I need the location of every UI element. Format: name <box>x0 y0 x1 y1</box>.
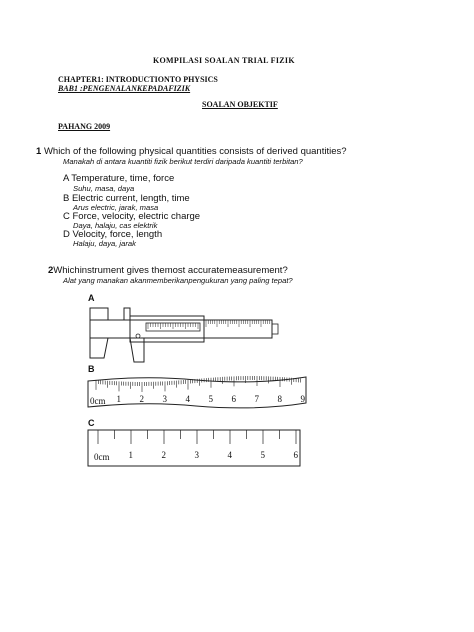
ruler-c-number: 6 <box>293 450 298 460</box>
chapter-heading-malay: BAB1 :PENGENALANKEPADAFIZIK <box>58 84 191 93</box>
ruler-c-number: 5 <box>260 450 265 460</box>
ruler-b-number: 2 <box>139 394 144 404</box>
ruler-c-zero-label: 0cm <box>94 452 110 462</box>
ruler-b-number: 9 <box>300 394 305 404</box>
question-1 <box>36 146 347 157</box>
ruler-b-figure <box>86 371 308 413</box>
ruler-c-number: 3 <box>194 450 199 460</box>
ruler-b-number: 7 <box>254 394 259 404</box>
figure-b-label: B <box>88 364 95 374</box>
option-c: C Force, velocity, electric charge <box>63 211 201 222</box>
question-2 <box>48 265 288 276</box>
figure-c-label: C <box>88 418 95 428</box>
ruler-b-number: 4 <box>185 394 190 404</box>
option-c-translation: Daya, halaju, cas elektrik <box>73 221 158 230</box>
option-a-translation: Suhu, masa, daya <box>73 184 135 193</box>
chapter-heading: CHAPTER1: INTRODUCTIONTO PHYSICS <box>58 75 218 84</box>
ruler-b-number: 5 <box>208 394 213 404</box>
vernier-caliper-figure <box>86 300 286 366</box>
ruler-b-number: 1 <box>116 394 121 404</box>
option-b-translation: Arus electric, jarak, masa <box>73 203 159 212</box>
question-1-translation: Manakah di antara kuantiti fizik berikut terdiri daripada kuantiti terbitan? <box>63 157 303 166</box>
ruler-c-number: 1 <box>128 450 133 460</box>
ruler-c-number: 4 <box>227 450 232 460</box>
question-text: Whichinstrument gives themost accuratemeasurement? <box>53 265 288 276</box>
ruler-b-number: 3 <box>162 394 167 404</box>
document-title: KOMPILASI SOALAN TRIAL FIZIK <box>153 56 295 65</box>
ruler-b-number: 6 <box>231 394 236 404</box>
option-a: A Temperature, time, force <box>63 173 175 184</box>
section-heading: SOALAN OBJEKTIF <box>202 100 278 109</box>
question-2-translation: Alat yang manakan akanmemberikanpengukuran yang paling tepat? <box>63 276 293 285</box>
option-d-translation: Halaju, daya, jarak <box>73 239 136 248</box>
ruler-c-figure <box>86 427 304 469</box>
question-text: Which of the following physical quantities consists of derived quantities? <box>43 146 347 157</box>
question-number: 1 <box>36 146 42 157</box>
figure-a-label: A <box>88 293 95 303</box>
ruler-b-zero-label: 0cm <box>90 396 106 406</box>
option-b: B Electric current, length, time <box>63 193 190 204</box>
question-number: 2 <box>48 265 54 276</box>
source-heading: PAHANG 2009 <box>58 122 111 131</box>
ruler-b-number: 8 <box>277 394 282 404</box>
ruler-c-number: 2 <box>161 450 166 460</box>
option-d: D Velocity, force, length <box>63 229 163 240</box>
